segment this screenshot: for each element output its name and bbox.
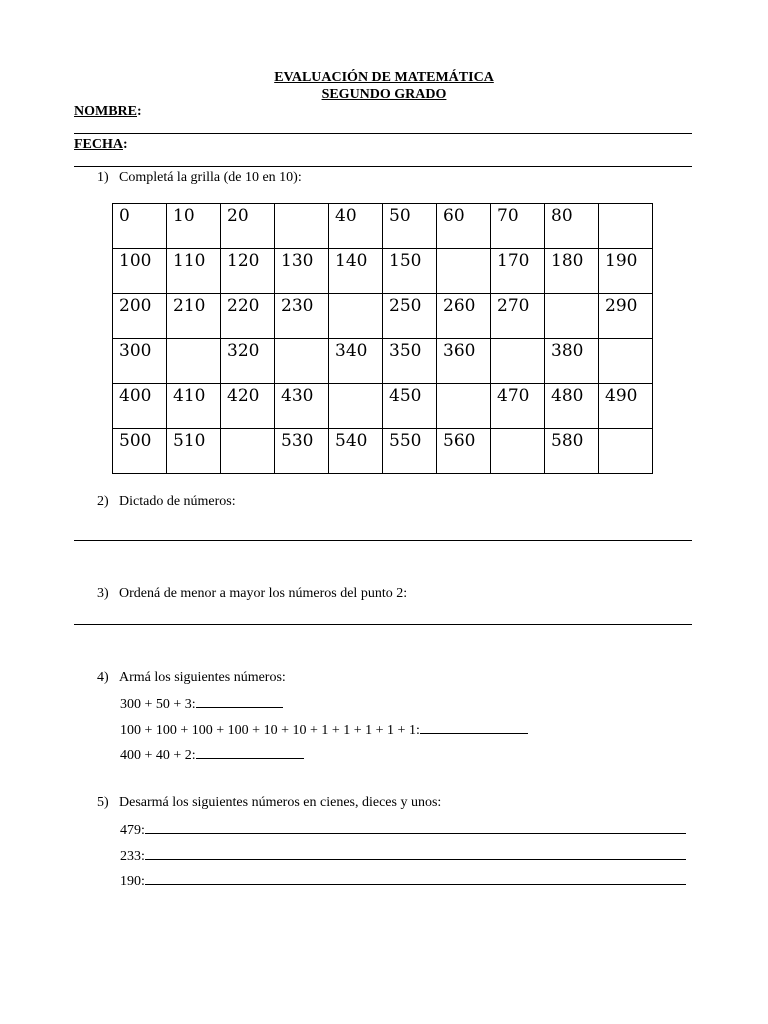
grid-cell: 540 bbox=[329, 429, 383, 474]
answer-blank[interactable] bbox=[196, 694, 283, 708]
grid-cell-empty[interactable] bbox=[437, 384, 491, 429]
grid-cell: 510 bbox=[167, 429, 221, 474]
grid-cell: 220 bbox=[221, 294, 275, 339]
grid-cell: 190 bbox=[599, 249, 653, 294]
compose-item: 100 + 100 + 100 + 100 + 10 + 10 + 1 + 1 + 1 + 1 + 1: bbox=[120, 720, 528, 739]
grid-cell: 270 bbox=[491, 294, 545, 339]
grid-cell: 360 bbox=[437, 339, 491, 384]
grid-cell-empty[interactable] bbox=[275, 339, 329, 384]
grid-cell: 260 bbox=[437, 294, 491, 339]
grid-row bbox=[113, 429, 653, 474]
grid-row bbox=[113, 249, 653, 294]
grid-cell-empty[interactable] bbox=[437, 249, 491, 294]
question-4: 4) Armá los siguientes números: bbox=[97, 670, 286, 685]
dictation-line[interactable] bbox=[74, 540, 692, 541]
grid-cell: 420 bbox=[221, 384, 275, 429]
grid-cell: 450 bbox=[383, 384, 437, 429]
grid-cell: 350 bbox=[383, 339, 437, 384]
answer-blank[interactable] bbox=[145, 820, 686, 834]
grid-cell: 490 bbox=[599, 384, 653, 429]
grid-cell-empty[interactable] bbox=[491, 429, 545, 474]
grid-cell-empty[interactable] bbox=[599, 204, 653, 249]
grid-cell: 10 bbox=[167, 204, 221, 249]
grid-cell: 530 bbox=[275, 429, 329, 474]
grid-cell: 20 bbox=[221, 204, 275, 249]
grid-cell: 180 bbox=[545, 249, 599, 294]
question-2: 2) Dictado de números: bbox=[97, 494, 236, 509]
date-label: FECHA: bbox=[74, 137, 128, 152]
decompose-item: 479: bbox=[120, 820, 686, 839]
number-grid bbox=[112, 203, 653, 474]
page-subtitle: SEGUNDO GRADO bbox=[321, 87, 447, 102]
grid-cell: 340 bbox=[329, 339, 383, 384]
grid-cell: 470 bbox=[491, 384, 545, 429]
decompose-item: 233: bbox=[120, 846, 686, 865]
grid-cell: 110 bbox=[167, 249, 221, 294]
grid-cell-empty[interactable] bbox=[329, 384, 383, 429]
grid-cell: 210 bbox=[167, 294, 221, 339]
grid-cell: 70 bbox=[491, 204, 545, 249]
grid-cell: 50 bbox=[383, 204, 437, 249]
grid-cell-empty[interactable] bbox=[221, 429, 275, 474]
grid-cell: 290 bbox=[599, 294, 653, 339]
name-label: NOMBRE: bbox=[74, 104, 142, 119]
grid-cell: 170 bbox=[491, 249, 545, 294]
answer-blank[interactable] bbox=[145, 846, 686, 860]
grid-cell: 550 bbox=[383, 429, 437, 474]
decompose-item: 190: bbox=[120, 871, 686, 890]
grid-cell: 60 bbox=[437, 204, 491, 249]
answer-blank[interactable] bbox=[420, 720, 528, 734]
grid-cell-empty[interactable] bbox=[599, 339, 653, 384]
grid-row bbox=[113, 204, 653, 249]
compose-item: 300 + 50 + 3: bbox=[120, 694, 283, 713]
grid-cell: 480 bbox=[545, 384, 599, 429]
grid-cell-empty[interactable] bbox=[275, 204, 329, 249]
grid-cell: 40 bbox=[329, 204, 383, 249]
grid-cell: 410 bbox=[167, 384, 221, 429]
grid-row bbox=[113, 339, 653, 384]
grid-cell-empty[interactable] bbox=[167, 339, 221, 384]
compose-item: 400 + 40 + 2: bbox=[120, 745, 304, 764]
grid-cell: 120 bbox=[221, 249, 275, 294]
answer-blank[interactable] bbox=[196, 745, 304, 759]
question-5: 5) Desarmá los siguientes números en cienes, dieces y unos: bbox=[97, 795, 442, 810]
grid-row bbox=[113, 384, 653, 429]
date-line[interactable] bbox=[74, 166, 692, 167]
grid-cell: 150 bbox=[383, 249, 437, 294]
grid-cell: 580 bbox=[545, 429, 599, 474]
grid-cell: 400 bbox=[113, 384, 167, 429]
question-3: 3) Ordená de menor a mayor los números del punto 2: bbox=[97, 586, 408, 601]
grid-cell: 80 bbox=[545, 204, 599, 249]
grid-cell: 130 bbox=[275, 249, 329, 294]
grid-cell-empty[interactable] bbox=[599, 429, 653, 474]
grid-cell: 0 bbox=[113, 204, 167, 249]
order-line[interactable] bbox=[74, 624, 692, 625]
grid-cell: 320 bbox=[221, 339, 275, 384]
page-title: EVALUACIÓN DE MATEMÁTICA bbox=[274, 70, 494, 85]
grid-cell: 430 bbox=[275, 384, 329, 429]
grid-cell: 100 bbox=[113, 249, 167, 294]
answer-blank[interactable] bbox=[145, 871, 686, 885]
question-1: 1) Completá la grilla (de 10 en 10): bbox=[97, 170, 302, 185]
grid-cell: 560 bbox=[437, 429, 491, 474]
name-line[interactable] bbox=[74, 133, 692, 134]
grid-cell: 140 bbox=[329, 249, 383, 294]
grid-row bbox=[113, 294, 653, 339]
grid-cell-empty[interactable] bbox=[329, 294, 383, 339]
grid-cell-empty[interactable] bbox=[491, 339, 545, 384]
grid-cell: 500 bbox=[113, 429, 167, 474]
grid-cell: 200 bbox=[113, 294, 167, 339]
grid-cell: 230 bbox=[275, 294, 329, 339]
grid-cell: 380 bbox=[545, 339, 599, 384]
grid-cell-empty[interactable] bbox=[545, 294, 599, 339]
grid-cell: 300 bbox=[113, 339, 167, 384]
grid-cell: 250 bbox=[383, 294, 437, 339]
